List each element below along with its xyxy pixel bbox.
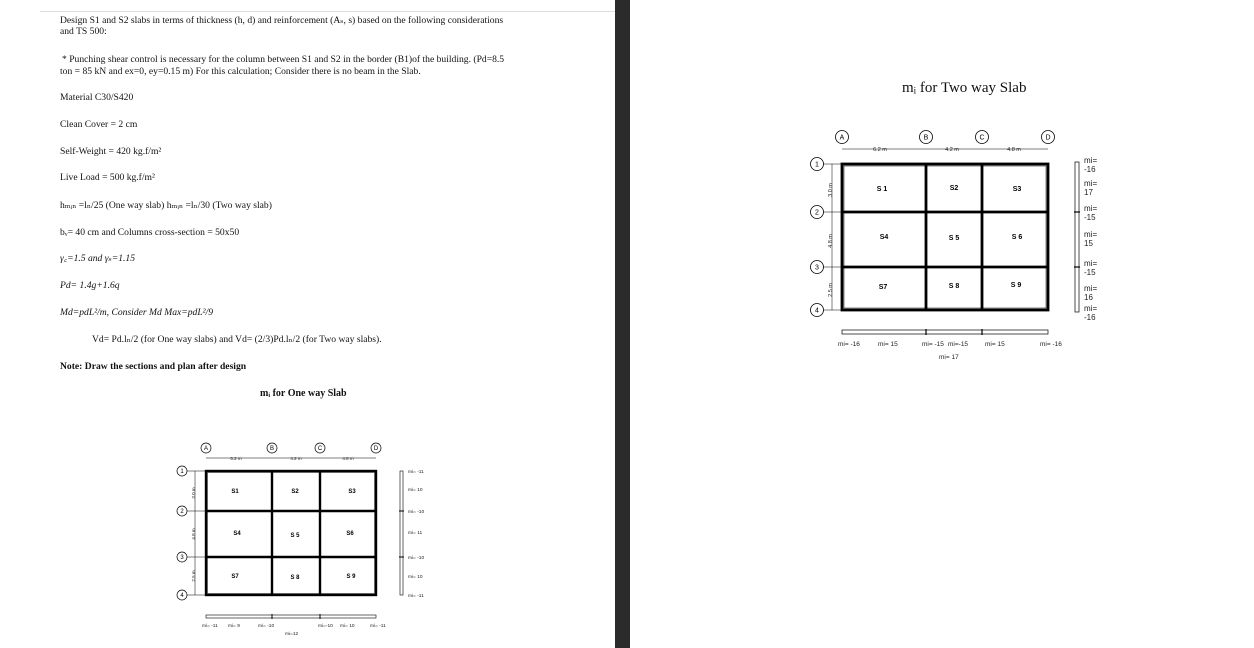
problem-line-1: Design S1 and S2 slabs in terms of thickness (h, d) and reinforcement (Aₛ, s) based on the following considerations (60, 15, 504, 26)
right-mi-5: mi= -10 (408, 556, 425, 561)
pd-formula: Pd= 1.4g+1.6q (60, 280, 120, 291)
slab-label-s2: S2 (949, 185, 959, 192)
problem-line-2: and TS 500: (60, 26, 107, 37)
bottom-mi-3: mi= -10 (258, 624, 275, 629)
right-mi-3: mi= -15 (1084, 204, 1098, 222)
grid-label-d: D (373, 446, 379, 452)
bottom-mi-4: mi=-10 (318, 624, 333, 629)
right-mi-5: mi= -15 (1084, 259, 1098, 277)
grid-label-b: B (923, 134, 929, 142)
grid-label-c: C (317, 446, 323, 452)
slab-label-s6: S 6 (1011, 234, 1023, 241)
one-way-slab-plan (170, 438, 440, 640)
right-mi-6: mi= 16 (1084, 284, 1098, 302)
slab-label-s4: S4 (879, 234, 889, 241)
right-mi-6: mi= 10 (408, 575, 423, 580)
bottom-mi-6: mi= -11 (370, 624, 386, 629)
slab-label-s7: S7 (231, 574, 239, 580)
top-rule (40, 11, 615, 12)
slab-label-s7: S7 (878, 284, 888, 291)
bottom-mi-6: mi= -16 (1040, 341, 1062, 348)
grid-label-1: 1 (180, 469, 184, 475)
right-mi-2: mi= 17 (1084, 179, 1098, 197)
bottom-mi-4: mi=-15 (948, 341, 969, 348)
right-mi-4: mi= 15 (1084, 230, 1098, 248)
right-mi-1: mi= -16 (1084, 156, 1098, 174)
hmin-text: hₘᵢₙ =lₙ/25 (One way slab) hₘᵢₙ =lₙ/30 (Two way slab) (60, 200, 272, 211)
slab-label-s1: S1 (231, 489, 239, 495)
vd-formula: Vd= Pd.lₙ/2 (for One way slabs) and Vd= (2/3)Pd.lₙ/2 (for Two way slabs). (92, 334, 382, 345)
right-mi-2: mi= 10 (408, 488, 423, 493)
right-document-page (630, 0, 1254, 648)
bottom-mi-5: mi= 15 (985, 341, 1005, 348)
slab-label-s4: S4 (233, 531, 241, 537)
slab-label-s8: S 8 (290, 575, 300, 581)
grid-label-4: 4 (815, 307, 819, 315)
dim-top-1: 6.2 m (230, 456, 242, 461)
dim-left-1: 3.0 m (828, 183, 834, 197)
self-weight-text: Self-Weight = 420 kg.f/m² (60, 146, 162, 157)
dim-left-1: 3.0 m (191, 487, 196, 499)
bottom-mi-2: mi= 15 (878, 341, 898, 348)
grid-label-b: B (269, 446, 275, 452)
grid-label-a: A (203, 446, 209, 452)
right-mi-3: mi= -10 (408, 510, 425, 515)
slab-label-s5: S 5 (290, 533, 300, 539)
grid-label-4: 4 (180, 593, 184, 599)
slab-label-s5: S 5 (948, 235, 960, 242)
dim-left-2: 4.8 m (191, 528, 196, 540)
dim-top-2: 4.2 m (290, 456, 302, 461)
grid-label-1: 1 (815, 161, 819, 169)
dim-top-1: 6.2 m (873, 147, 887, 153)
slab-label-s3: S3 (348, 489, 356, 495)
bw-text: bᵥ= 40 cm and Columns cross-section = 50x50 (60, 227, 240, 238)
bottom-mi-1: mi= -11 (202, 624, 218, 629)
slab-label-s8: S 8 (948, 283, 960, 290)
material-text: Material C30/S420 (60, 92, 134, 103)
note-text: Note: Draw the sections and plan after design (60, 361, 247, 372)
grid-label-3: 3 (815, 264, 819, 272)
bottom-mi-extra: mi= 17 (939, 354, 959, 361)
dim-left-3: 2.5 m (191, 570, 196, 582)
bottom-mi-extra: mi=12 (285, 632, 299, 637)
grid-label-d: D (1045, 134, 1051, 142)
two-way-title: mᵢ for Two way Slab (902, 80, 1027, 96)
two-way-slab-plan (802, 124, 1084, 366)
bottom-mi-3: mi= -15 (922, 341, 944, 348)
right-mi-1: mi= -11 (408, 470, 424, 475)
grid-label-3: 3 (180, 555, 184, 561)
slab-label-s9: S 9 (1010, 282, 1022, 289)
md-formula: Md=pdL²/m, Consider Md Max=pdL²/9 (60, 307, 214, 318)
slab-label-s9: S 9 (346, 574, 356, 580)
grid-label-a: A (839, 134, 845, 142)
bottom-mi-2: mi= 9 (228, 624, 240, 629)
clean-cover-text: Clean Cover = 2 cm (60, 119, 138, 130)
grid-label-c: C (979, 134, 985, 142)
right-mi-7: mi= -11 (408, 594, 424, 599)
page-divider (615, 0, 630, 648)
slab-label-s3: S3 (1012, 186, 1022, 193)
grid-label-2: 2 (180, 509, 184, 515)
bottom-mi-1: mi= -16 (838, 341, 860, 348)
punching-line-2: ton = 85 kN and ex=0, ey=0.15 m) For this calculation; Consider there is no beam in the Slab. (60, 66, 421, 77)
slab-label-s6: S6 (346, 531, 354, 537)
dim-left-2: 4.8 m (828, 234, 834, 248)
bottom-mi-5: mi= 10 (340, 624, 355, 629)
punching-line-1: * Punching shear control is necessary for the column between S1 and S2 in the border (B1)of the building. (Pd=8.5 (62, 54, 505, 65)
dim-left-3: 2.5 m (828, 283, 834, 297)
slab-label-s2: S2 (291, 489, 299, 495)
grid-label-2: 2 (815, 209, 819, 217)
right-mi-7: mi= -16 (1084, 304, 1098, 322)
gamma-text: γ꜀=1.5 and γₛ=1.15 (60, 253, 136, 264)
dim-top-3: 4.8 m (342, 456, 354, 461)
right-mi-4: mi= 11 (408, 531, 423, 536)
live-load-text: Live Load = 500 kg.f/m² (60, 172, 155, 183)
dim-top-3: 4.8 m (1007, 147, 1021, 153)
left-document-page (0, 0, 615, 648)
slab-label-s1: S 1 (876, 186, 888, 193)
dim-top-2: 4.2 m (945, 147, 959, 153)
one-way-title: mᵢ for One way Slab (260, 388, 347, 399)
